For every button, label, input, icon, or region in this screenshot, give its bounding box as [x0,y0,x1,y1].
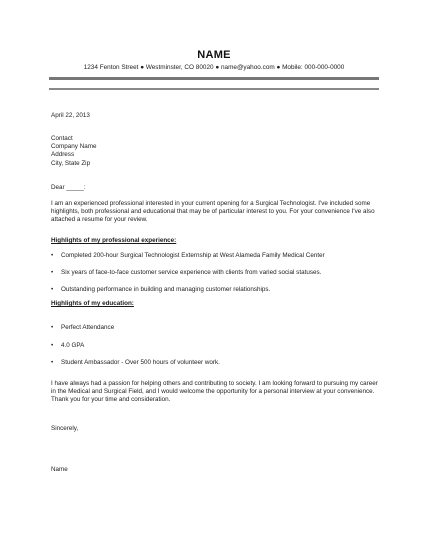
letter-date: April 22, 2013 [51,112,90,119]
recipient-street: Address [51,151,75,159]
recipient-address [51,135,381,168]
education-heading: Highlights of my education: [51,300,134,307]
recipient-city-state-zip: City, State Zip [51,159,91,167]
recipient-company: Company Name [51,143,97,151]
bullet-icon: • [51,341,54,349]
letterhead [0,49,428,72]
experience-item-text: Six years of face-to-face customer service experience with clients from varied social statuses. [61,269,322,276]
experience-item-text: Outstanding performance in building and managing customer relationships. [61,286,271,293]
list-item [51,269,381,277]
signature-name: Name [51,466,68,473]
applicant-name: NAME [197,49,231,61]
header-divider-thick [49,77,379,80]
bullet-icon: • [51,286,54,293]
list-item [51,359,381,367]
salutation: Dear _____: [51,184,86,191]
header-divider-thin [49,88,379,90]
education-item-text: Student Ambassador - Over 500 hours of volunteer work. [61,359,220,366]
contact-info-line: 1234 Fenton Street ● Westminster, CO 80020 ● name@yahoo.com ● Mobile: 000-000-0000 [83,64,345,71]
list-item [51,324,381,332]
bullet-icon: • [51,359,54,366]
list-item [51,286,381,294]
list-item [51,252,381,260]
experience-item-text: Completed 200-hour Surgical Technologist Externship at West Alameda Family Medical Center [61,252,325,259]
education-item-text: Perfect Attendance [61,324,115,331]
intro-paragraph: I am an experienced professional interested in your current opening for a Surgical Technologist. I've included some highlights, both professional and educational that may be of particular interest to you. For your convenience I've also attached a resume for your review. [51,200,375,224]
closing-paragraph: I have always had a passion for helping others and contributing to society. I am looking forward to pursuing my career in the Medical and Surgical Field, and I would welcome the opportunity for a personal interview at your convenience. Thank you for your time and consideration. [51,380,378,404]
list-item [51,342,381,350]
recipient-contact: Contact [51,135,73,142]
bullet-icon: • [51,324,54,331]
education-list [51,324,381,377]
education-item-text: 4.0 GPA [61,341,85,349]
experience-heading: Highlights of my professional experience: [51,237,177,244]
bullet-icon: • [51,269,54,276]
bullet-icon: • [51,252,54,259]
sign-off: Sincerely, [51,425,79,432]
experience-list [51,252,381,303]
